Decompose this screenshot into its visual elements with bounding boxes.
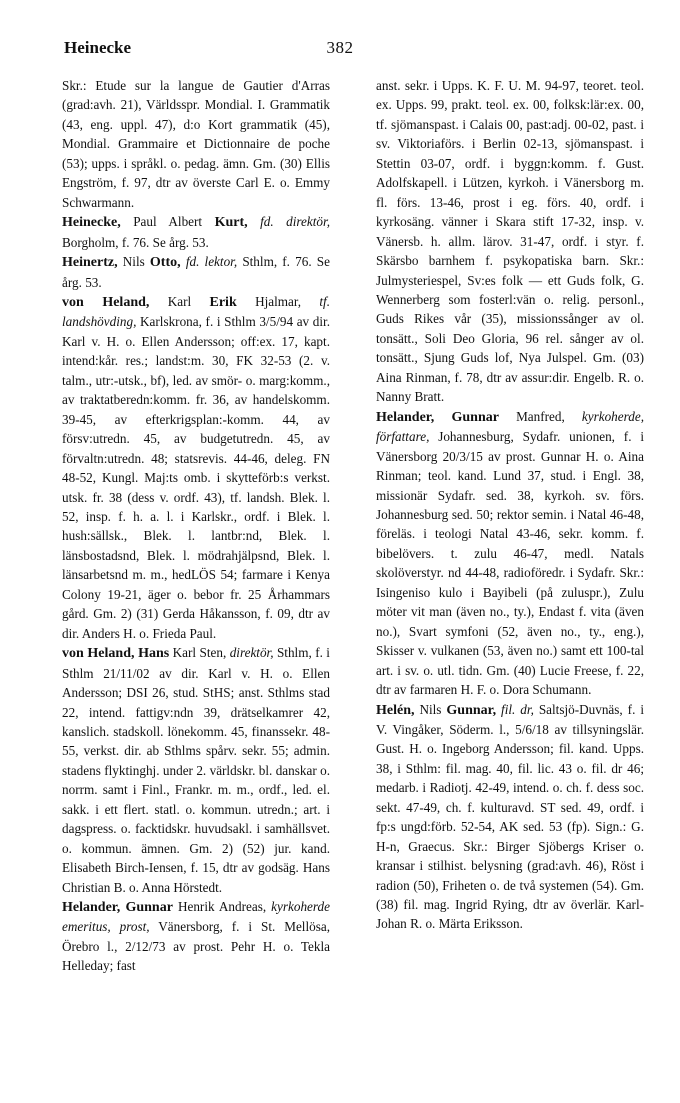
left-column — [62, 76, 330, 976]
entry-helander-gunnar-henrik: Helander, Gunnar Henrik Andreas, kyrkoherde emeritus, prost, Vänersborg, f. i St. Mellösa, Örebro l., 2/12/73 av prost. Pehr H. o. Tekla Helleday; fast — [62, 899, 331, 974]
running-head-word: Heinecke — [64, 38, 132, 57]
page-number: 382 — [326, 38, 354, 57]
entry-helander-gunnar-manfred: Helander, Gunnar Manfred, kyrkoherde, författare, Johannesburg, Sydafr. unionen, f. i Vänersborg 20/3/15 av prost. Gunnar H. o. Aina Rinman; teol. kand. Lund 37, stud. i Engl. 38, missionär Sydafr. sed. 38, kyrkoh. sv. förs. Johannesburg sed. 50; rektor semin. i Natal 46-48, föreläs. i teologi Natal 43-46, sekr. komm. f. bibelövers. t. zulu 46-47, medl. Natals skolöverstyr. nd 44-48, radioföredr. i Sydafr. Skr.: Isingeniso kulo i Bayibeli (på zuluspr.), Zulu möter vit man (även no., ty.), Endast f. vita (även no.), Svart symfoni (52, även no., ty., eng.), Skisser v. vulkanen (53, även no.) samt ett 100-tal art. i sv. o. utl. tidn. Gm. (40) Lucie Freese, f. 22, dtr av farmaren H. F. o. Dora Schumann. — [376, 408, 645, 698]
entry-von-heland-hans: von Heland, Hans Karl Sten, direktör, Sthlm, f. i Sthlm 21/11/02 av dir. Karl v. H. o. Ellen Andersson; DSI 26, stud. StHS; anst. Sthlms stad 22, intend. fattigv:ndn 39, drätselkamrer 42, kanslich. stadskoll. lönekomm. 45, finanssekr. 48-55, verkst. dir. ab Sthlms spårv. sekr. 55; admin. stadens flyktinghj. under 2. världskr. bl. danskar o. norrm. samt i Finl., Frankr. m. m., ordf., led. el. sakk. i ett flert. statl. o. kommun. utredn.; art. i dagspress. o. facktidskr. huvudsakl. i samhällsvet. o. kommun. ämnen. Gm. 2) (52) jur. kand. Elisabeth Birch-Iensen, f. 15, dtr av godsäg. Hans Christian B. o. Anna Hörstedt. — [62, 645, 330, 895]
right-column — [376, 76, 644, 934]
entry-helen: Helén, Nils Gunnar, fil. dr, Saltsjö-Duvnäs, f. i V. Vingåker, Söderm. l., 5/6/18 av tillsyningslär. Gust. H. o. Ingeborg Andersson; fil. kand. Upps. 38, i Sthlm: fil. mag. 40, fil. lic. 43 o. fil. dr 46; medarb. i Radiotj. 42-49, intend. o. ch. f. dess soc. sekt. 47-49, ch. f. kulturavd. ST sed. 49, ordf. i fp:s ungd:förb. 52-54, AK sed. 53 (fp). Sign.: G. H-n, Graecus. Skr.: Birger Sjöbergs Kriser o. kransar i stilhist. belysning (grad:avh. 46), Röst i radion (50), Friheten o. de två systemen (54). Gm. (38) fil. mag. Ingrid Rying, dtr av överlär. Karl-Johan R. o. Märta Eriksson. — [376, 701, 644, 932]
entry-heinecke: Heinecke, Paul Albert Kurt, fd. direktör, Borgholm, f. 76. Se årg. 53. — [62, 214, 330, 250]
entry-heinertz: Heinertz, Nils Otto, fd. lektor, Sthlm, f. 76. Se årg. 53. — [62, 254, 330, 290]
page-header — [64, 38, 616, 68]
entry-continuation: anst. sekr. i Upps. K. F. U. M. 94-97, teoret. teol. ex. Upps. 99, prakt. teol. ex. 00, folksk:lär:ex. 00, tf. sjömanspast. i Calais 00, past:adj. 00-02, past. i sv. Viktoriaförs. i Berlin 02-13, sjömanspast. i Stettin 03-07, ordf. i byggn:komm. f. Gust. Adolfskapell. i Lützen, kyrkoh. i Vänersborg m. fl. förs. 13-46, prost i eg. förs. 40, ordf. i kyrkosäng. vänner i Skara stift 17-32, insp. v. Vänersb. h. allm. lärov. 31-47, ordf. i styr. f. Skärsbo barnhem f. psykopatiska barn. Skr.: Julmysteriespel, Sv:es folk — ett Guds folk, G. Wennerberg som fosterl:vän o. relig. personl., Guds Rikes vår (35), missionssånger av ol. tonsätt., Soli Deo Gloria, 96 rel. sånger av ol. tonsätt., Sjung Guds lof, Nya Julspel. Gm. (03) Aina Rinman, f. 78, dtr av assur:dir. Engelb. R. o. Nanny Bratt. — [376, 78, 644, 405]
entry-continuation: Skr.: Etude sur la langue de Gautier d'Arras (grad:avh. 21), Världsspr. Mondial. I. Grammatik (43, eng. uppl. 47), d:o Kort grammatik (45), Mondial. Grammaire et Dictionnaire de poche (53); upps. i språkl. o. pedag. ämn. Gm. (30) Ellis Engström, f. 97, dtr av överste Carl E. o. Emmy Schwarmann. — [62, 78, 330, 210]
entry-von-heland-erik: von Heland, Karl Erik Hjalmar, tf. landshövding, Karlskrona, f. i Sthlm 3/5/94 av dir. Karl v. H. o. Ellen Andersson; off:ex. 17, kapt. intend:kår. res.; landst:m. 30, FK 32-53 (2. v. talm., utr:-utsk., bf), led. av smör- o. marg:komm., av traktatberedn:komm. fr. 36, av handelskomm. 39-45, av efterkrigsplan:-komm. 44, av försv:utredn. 45, av budgetutredn. 45, av förvaltn:utredn. 48; statsrevis. 44-46, deleg. FN 48-52, Kungl. Maj:ts omb. i skytteförb:s verkst. utsk. fr. 38 (dess v. ordf. 43), tf. landsh. Blek. l. 52, insp. f. h. a. l. i Karlskr., ordf. i Blek. l. hush:sällsk., Blek. l. lantbr:nd, Blek. l. länsbostadsnd, Blek. l. mödrahjälpsnd, Blek. l. länsarbetsnd m. m., hedLÖS 54; farmare i Kenya Colony 19-21, äger o. bebor fr. 25 Århammars gård. Gm. 2) (31) Gerda Håkansson, f. 09, dtr av dir. Anders H. o. Frieda Paul. — [62, 293, 331, 641]
